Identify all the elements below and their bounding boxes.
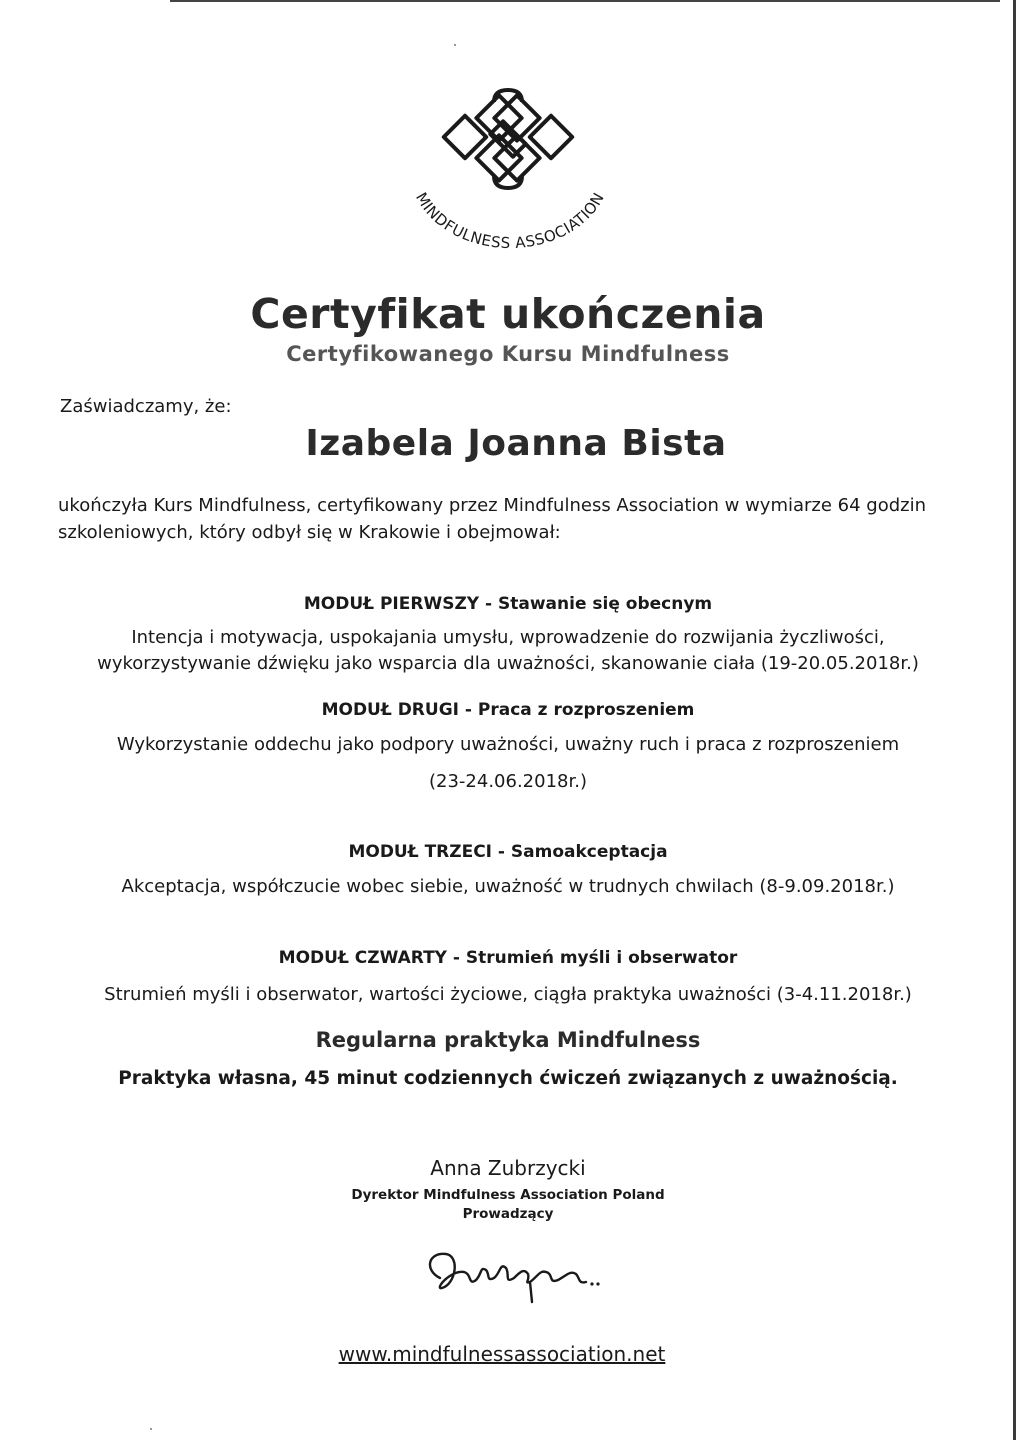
module-1-line-1: Intencja i motywacja, uspokajania umysłu, wprowadzenie do rozwijania życzliwości, <box>131 627 885 648</box>
module-label: MODUŁ PIERWSZY <box>303 594 480 614</box>
certificate-title: Certyfikat ukończenia <box>250 290 766 338</box>
module-4-heading: MODUŁ CZWARTY - Strumień myśli i obserwator <box>278 948 738 968</box>
module-2-line-2: (23-24.06.2018r.) <box>429 771 587 792</box>
module-topic: Praca z rozproszeniem <box>477 700 695 720</box>
signatory-name: Anna Zubrzycki <box>430 1156 586 1180</box>
mindfulness-association-logo <box>388 80 628 250</box>
module-3-heading: MODUŁ TRZECI - Samoakceptacja <box>348 842 668 862</box>
logo-text: MINDFULNESS ASSOCIATION <box>412 189 608 250</box>
endless-knot-icon <box>444 90 572 188</box>
module-label: MODUŁ TRZECI <box>348 842 492 862</box>
scan-speck <box>150 1428 152 1430</box>
scan-speck <box>454 44 456 46</box>
certificate-subtitle: Certyfikowanego Kursu Mindfulness <box>286 342 730 366</box>
module-label: MODUŁ CZWARTY <box>278 948 447 968</box>
signatory-title: Dyrektor Mindfulness Association Poland <box>351 1187 665 1203</box>
practice-text: Praktyka własna, 45 minut codziennych ćwiczeń związanych z uważnością. <box>118 1068 898 1089</box>
module-4-line-1: Strumień myśli i obserwator, wartości życiowe, ciągła praktyka uważności (3-4.11.2018r.) <box>104 984 912 1005</box>
module-3-line-1: Akceptacja, współczucie wobec siebie, uważność w trudnych chwilach (8-9.09.2018r.) <box>121 876 895 897</box>
module-2-heading: MODUŁ DRUGI - Praca z rozproszeniem <box>321 700 695 720</box>
module-1-line-2: wykorzystywanie dźwięku jako wsparcia dla uważności, skanowanie ciała (19-20.05.2018r.) <box>97 653 919 674</box>
course-intro: ukończyła Kurs Mindfulness, certyfikowany przez Mindfulness Association w wymiarze 64 godzin szkoleniowych, który odbył się w Krakowie i obejmował: <box>58 495 927 543</box>
signatory-function: Prowadzący <box>462 1206 554 1222</box>
handwritten-signature-icon <box>420 1240 610 1310</box>
signatory-role <box>238 1186 778 1224</box>
scan-edge-top <box>170 0 1000 2</box>
module-topic: Samoakceptacja <box>510 842 668 862</box>
attest-label: Zaświadczamy, że: <box>60 396 232 417</box>
practice-heading: Regularna praktyka Mindfulness <box>315 1028 701 1052</box>
module-2-line-1: Wykorzystanie oddechu jako podpory uważności, uważny ruch i praca z rozproszeniem <box>116 734 900 755</box>
recipient-name: Izabela Joanna Bista <box>305 423 727 464</box>
module-1-heading: MODUŁ PIERWSZY - Stawanie się obecnym <box>303 594 713 614</box>
module-topic: Strumień myśli i obserwator <box>465 948 738 968</box>
module-label: MODUŁ DRUGI <box>321 700 459 720</box>
module-topic: Stawanie się obecnym <box>498 594 713 614</box>
website-link[interactable]: www.mindfulnessassociation.net <box>338 1342 666 1366</box>
